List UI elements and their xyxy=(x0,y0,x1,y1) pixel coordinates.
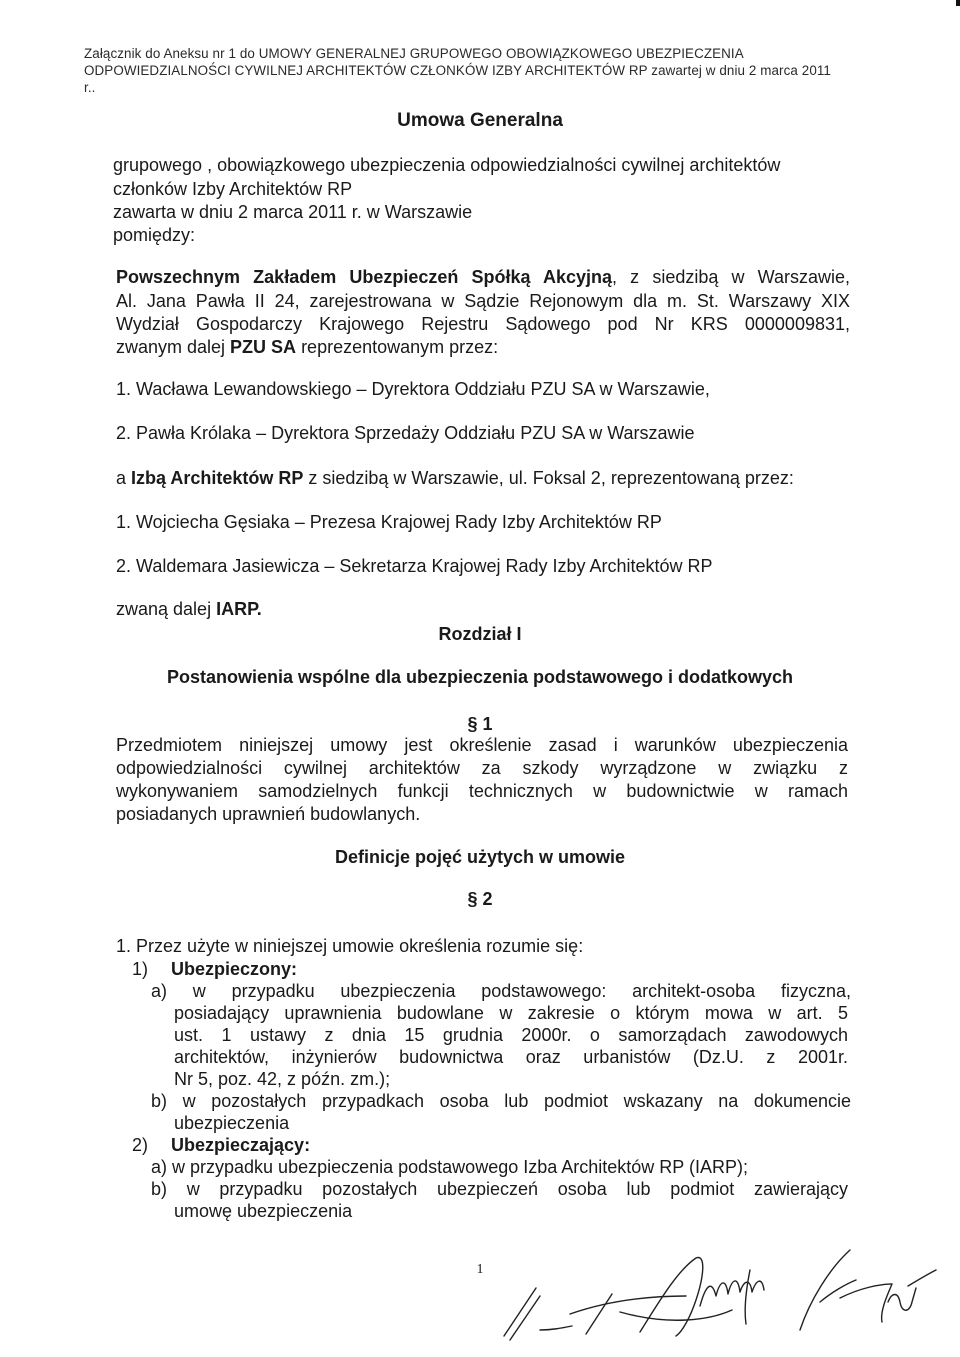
section-1-line-3: wykonywaniem samodzielnych funkcji technicznych w budownictwie w ramach xyxy=(116,781,848,801)
party2-called-label: zwaną dalej xyxy=(116,599,217,619)
party2-short-name: IARP. xyxy=(216,599,262,619)
party2-name: Izbą Architektów RP xyxy=(131,468,304,488)
definition-1b-line-2: ubezpieczenia xyxy=(174,1113,290,1133)
party1-line-1 xyxy=(116,266,850,288)
intro-line-4: pomiędzy: xyxy=(113,225,196,245)
party1-line-2: Al. Jana Pawła II 24, zarejestrowana w Sądzie Rejonowym dla m. St. Warszawy XIX xyxy=(116,291,850,311)
intro-line-2: członków Izby Architektów RP xyxy=(113,179,353,199)
section-2-mark: § 2 xyxy=(467,889,493,909)
definition-1a-line-5: Nr 5, poz. 42, z późn. zm.); xyxy=(174,1069,391,1089)
definition-2-term: Ubezpieczający: xyxy=(171,1135,311,1155)
section-1-line-4: posiadanych uprawnień budowlanych. xyxy=(116,804,421,824)
party1-name: Powszechnym Zakładem Ubezpieczeń Spółką Akcyjną xyxy=(116,267,613,287)
party2-prefix: a xyxy=(116,468,132,488)
annex-header: Załącznik do Aneksu nr 1 do UMOWY GENERALNEJ GRUPOWEGO OBOWIĄZKOWEGO UBEZPIECZENIA ODPOWIEDZIALNOŚCI CYWILNEJ ARCHITEKTÓW CZŁONKÓW IZBY ARCHITEKTÓW RP zawartej w dniu 2 marca 2011 r.. xyxy=(84,46,831,95)
intro-line-3: zawarta w dniu 2 marca 2011 r. w Warszawie xyxy=(113,202,473,222)
section-1-line-2: odpowiedzialności cywilnej architektów za szkody wyrządzone w związku z xyxy=(116,758,848,778)
party1-representative-2: 2. Pawła Królaka – Dyrektora Sprzedaży Oddziału PZU SA w Warszawie xyxy=(116,423,695,443)
page-number: 1 xyxy=(476,1262,484,1277)
definition-2b-line-2: umowę ubezpieczenia xyxy=(174,1201,353,1221)
party2-representative-1: 1. Wojciecha Gęsiaka – Prezesa Krajowej Rady Izby Architektów RP xyxy=(116,512,662,532)
party2-seat: z siedzibą w Warszawie, ul. Foksal 2, reprezentowaną przez: xyxy=(303,468,794,488)
definition-2b-line-1: b) w przypadku pozostałych ubezpieczeń osoba lub podmiot zawierający xyxy=(151,1179,848,1199)
definition-1a-line-1: a) w przypadku ubezpieczenia podstawowego: architekt-osoba fizyczna, xyxy=(151,981,851,1001)
definitions-intro: 1. Przez użyte w niniejszej umowie określenia rozumie się: xyxy=(116,936,584,956)
chapter-title: Rozdział I xyxy=(438,624,522,644)
party1-line-3: Wydział Gospodarczy Krajowego Rejestru Sądowego pod Nr KRS 0000009831, xyxy=(116,314,850,334)
section-1-line-1: Przedmiotem niniejszej umowy jest określenie zasad i warunków ubezpieczenia xyxy=(116,735,848,755)
definition-2-number: 2) xyxy=(132,1135,149,1155)
party1-called-label: zwanym dalej xyxy=(116,337,231,357)
definition-1a-line-3: ust. 1 ustawy z dnia 15 grudnia 2000r. o samorządach zawodowych xyxy=(174,1025,848,1045)
definition-1a-line-4: architektów, inżynierów budownictwa oraz urbanistów (Dz.U. z 2001r. xyxy=(174,1047,848,1067)
party1-representative-1: 1. Wacława Lewandowskiego – Dyrektora Oddziału PZU SA w Warszawie, xyxy=(116,379,710,399)
definition-2a: a) w przypadku ubezpieczenia podstawowego Izba Architektów RP (IARP); xyxy=(151,1157,748,1177)
definitions-heading: Definicje pojęć użytych w umowie xyxy=(334,847,626,867)
definition-1-term: Ubezpieczony: xyxy=(171,959,298,979)
party2-representative-2: 2. Waldemara Jasiewicza – Sekretarza Krajowej Rady Izby Architektów RP xyxy=(116,556,713,576)
section-1-mark: § 1 xyxy=(467,714,493,734)
chapter-subtitle: Postanowienia wspólne dla ubezpieczenia podstawowego i dodatkowych xyxy=(166,667,794,687)
intro-line-1: grupowego , obowiązkowego ubezpieczenia odpowiedzialności cywilnej architektów xyxy=(113,155,781,175)
definition-1a-line-2: posiadający uprawnienia budowlane w zakresie o którym mowa w art. 5 xyxy=(174,1003,848,1023)
party1-short-name: PZU SA xyxy=(230,337,297,357)
party1-line-4 xyxy=(116,336,850,358)
party2-line xyxy=(116,467,856,489)
party1-represented-label: reprezentowanym przez: xyxy=(296,337,499,357)
definition-1-number: 1) xyxy=(132,959,149,979)
scan-edge-mark xyxy=(956,0,960,6)
definition-1b-line-1: b) w pozostałych przypadkach osoba lub podmiot wskazany na dokumencie xyxy=(151,1091,851,1111)
party1-seat: , z siedzibą w Warszawie, xyxy=(612,267,850,287)
handwritten-signatures xyxy=(500,1240,940,1350)
party2-called xyxy=(116,598,416,620)
document-title: Umowa Generalna xyxy=(397,110,563,131)
